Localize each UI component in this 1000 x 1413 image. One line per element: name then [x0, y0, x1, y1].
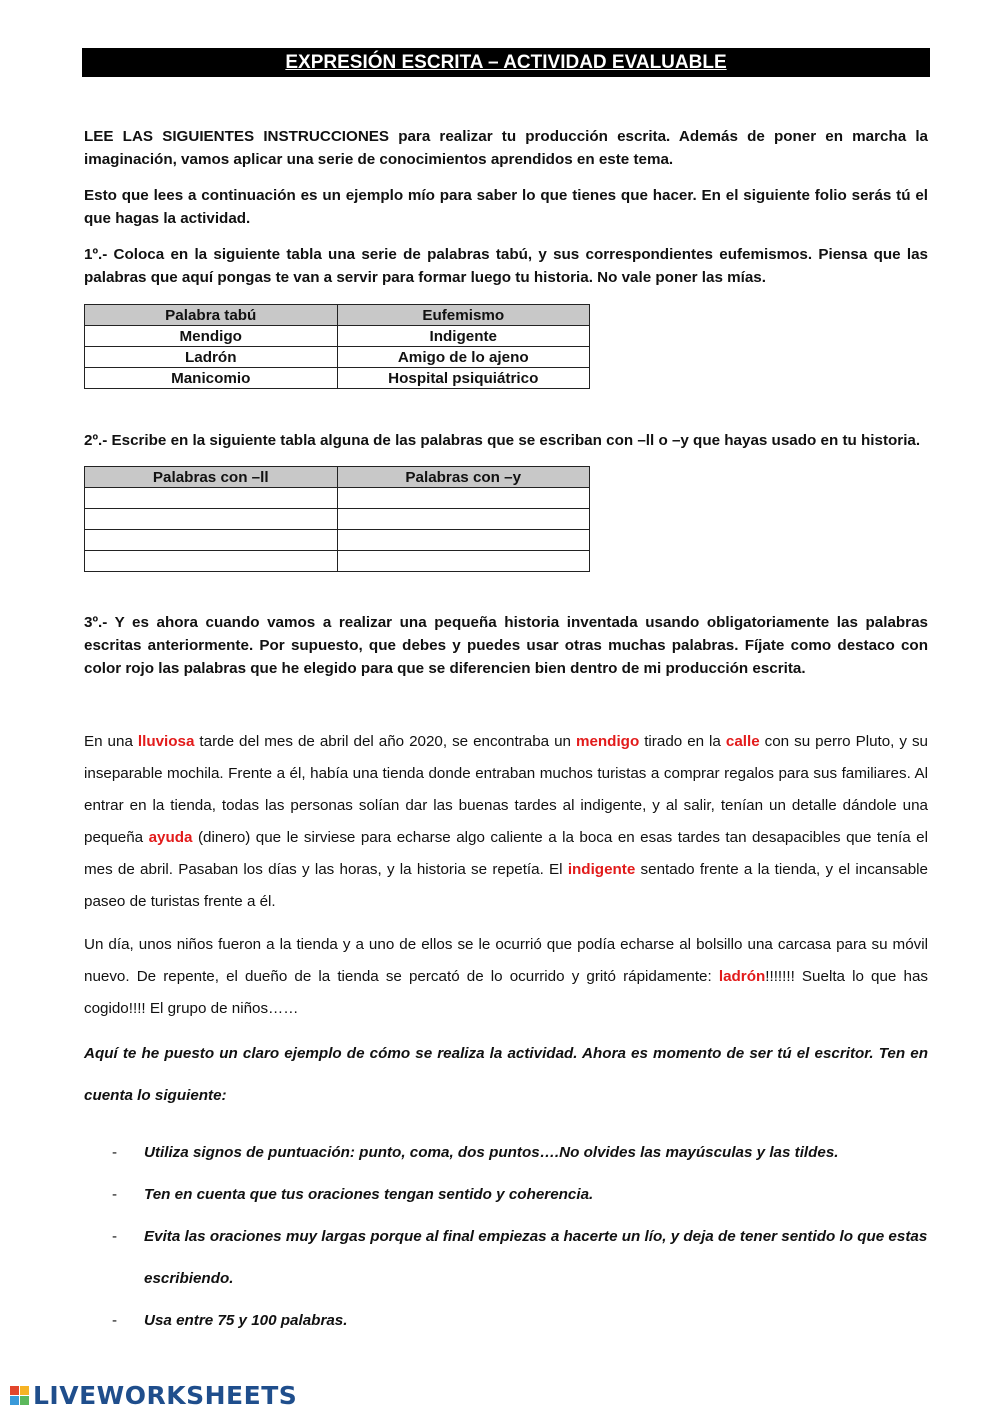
cell-euphemism: Amigo de lo ajeno	[337, 347, 590, 368]
story-text: !!!!!!! Suelta lo que has cogido!!!! El grupo de niños……	[84, 968, 928, 1017]
story-text: (dinero) que le sirviese para echarse algo caliente a la boca en esas tardes tan desapacibles que tenía el mes de abril. Pasaban los días y las horas, y la historia se repetía. El	[84, 829, 928, 878]
cell-taboo: Mendigo	[85, 326, 338, 347]
cell-euphemism: Hospital psiquiátrico	[337, 368, 590, 389]
story-text: con su perro Pluto, y su inseparable mochila. Frente a él, había una tienda donde entraban muchos turistas a comprar regalos para sus familiares. Al entrar en la tienda, todas las personas solían dar las buenas tardes al indigente, y al salir, tenían un detalle dándole una pequeña	[84, 733, 928, 846]
example-note: Aquí te he puesto un claro ejemplo de cómo se realiza la actividad. Ahora es momento de ser tú el escritor. Ten en cuenta lo siguiente:	[84, 1045, 928, 1104]
table-header-row	[85, 467, 590, 488]
table-row	[85, 509, 590, 530]
logo-square	[20, 1396, 29, 1405]
cell-taboo: Manicomio	[85, 368, 338, 389]
list-marker: -	[112, 1228, 118, 1245]
table-row	[85, 488, 590, 509]
column-header-euphemism: Eufemismo	[337, 305, 590, 326]
brand-name: LIVEWORKSHEETS	[33, 1380, 298, 1410]
table-row	[85, 326, 590, 347]
logo-square	[20, 1386, 29, 1395]
list-item	[112, 1174, 928, 1216]
list-item	[112, 1300, 928, 1342]
blank-cell-y[interactable]	[337, 551, 590, 572]
liveworksheets-logo[interactable]	[10, 1380, 297, 1410]
blank-cell-ll[interactable]	[85, 488, 338, 509]
step1-instructions: 1º.- Coloca en la siguiente tabla una serie de palabras tabú, y sus correspondientes eufemismos. Piensa que las palabras que aquí pongas te van a servir para formar luego tu historia. No vale poner las mías.	[84, 246, 928, 286]
cell-euphemism: Indigente	[337, 326, 590, 347]
list-marker: -	[112, 1186, 118, 1203]
blank-cell-y[interactable]	[337, 488, 590, 509]
list-item	[112, 1132, 928, 1174]
list-marker: -	[112, 1144, 118, 1161]
step3-instructions: 3º.- Y es ahora cuando vamos a realizar una pequeña historia inventada usando obligatoriamente las palabras escritas anteriormente. Por supuesto, que debes y puedes usar otras muchas palabras. Fíjate como destaco con color rojo las palabras que he elegido para que se diferencien bien dentro de mi producción escrita.	[84, 614, 928, 677]
story-text: tarde del mes de abril del año 2020, se encontraba un	[194, 733, 576, 750]
table-header-row	[85, 305, 590, 326]
logo-square	[10, 1386, 19, 1395]
ll-y-words-table	[84, 466, 590, 572]
logo-mark-icon	[10, 1386, 29, 1405]
tip-text: Utiliza signos de puntuación: punto, coma, dos puntos….No olvides las mayúsculas y las tildes.	[144, 1144, 839, 1161]
intro-paragraph-1: LEE LAS SIGUIENTES INSTRUCCIONES para realizar tu producción escrita. Además de poner en marcha la imaginación, vamos aplicar una serie de conocimientos aprendidos en este tema.	[84, 128, 928, 168]
story-paragraph-2	[84, 929, 928, 1025]
highlighted-word: ayuda	[148, 829, 193, 846]
tip-text: Usa entre 75 y 100 palabras.	[144, 1312, 348, 1329]
highlighted-word: indigente	[567, 861, 636, 878]
table-row	[85, 347, 590, 368]
blank-cell-ll[interactable]	[85, 509, 338, 530]
blank-cell-ll[interactable]	[85, 551, 338, 572]
blank-cell-ll[interactable]	[85, 530, 338, 551]
table-row	[85, 368, 590, 389]
highlighted-word: calle	[725, 733, 760, 750]
taboo-euphemism-table	[84, 304, 590, 389]
list-item	[112, 1216, 928, 1300]
table-row	[85, 530, 590, 551]
list-marker: -	[112, 1312, 118, 1329]
story-text: Un día, unos niños fueron a la tienda y a uno de ellos se le ocurrió que podía echarse al bolsillo una carcasa para su móvil nuevo. De repente, el dueño de la tienda se percató de lo ocurrido y gritó rápidamente:	[84, 936, 928, 985]
story-text: En una	[84, 733, 138, 750]
column-header-taboo: Palabra tabú	[85, 305, 338, 326]
column-header-y: Palabras con –y	[337, 467, 590, 488]
table-row	[85, 551, 590, 572]
page-title: EXPRESIÓN ESCRITA – ACTIVIDAD EVALUABLE	[82, 48, 930, 77]
highlighted-word: lluviosa	[137, 733, 195, 750]
tips-list	[112, 1132, 928, 1342]
cell-taboo: Ladrón	[85, 347, 338, 368]
highlighted-word: ladrón	[718, 968, 766, 985]
story-text: sentado frente a la tienda, y el incansable paseo de turistas frente a él.	[84, 861, 929, 910]
logo-square	[10, 1396, 19, 1405]
intro-paragraph-2: Esto que lees a continuación es un ejemplo mío para saber lo que tienes que hacer. En el siguiente folio serás tú el que hagas la actividad.	[84, 187, 928, 227]
step2-instructions: 2º.- Escribe en la siguiente tabla alguna de las palabras que se escriban con –ll o –y que hayas usado en tu historia.	[84, 432, 921, 449]
story-text: tirado en la	[639, 733, 726, 750]
column-header-ll: Palabras con –ll	[85, 467, 338, 488]
tip-text: Evita las oraciones muy largas porque al final empiezas a hacerte un lío, y deja de tener sentido lo que estas escribiendo.	[144, 1228, 928, 1287]
blank-cell-y[interactable]	[337, 530, 590, 551]
blank-cell-y[interactable]	[337, 509, 590, 530]
story-paragraph-1	[84, 726, 928, 918]
tip-text: Ten en cuenta que tus oraciones tengan sentido y coherencia.	[144, 1186, 594, 1203]
highlighted-word: mendigo	[575, 733, 640, 750]
